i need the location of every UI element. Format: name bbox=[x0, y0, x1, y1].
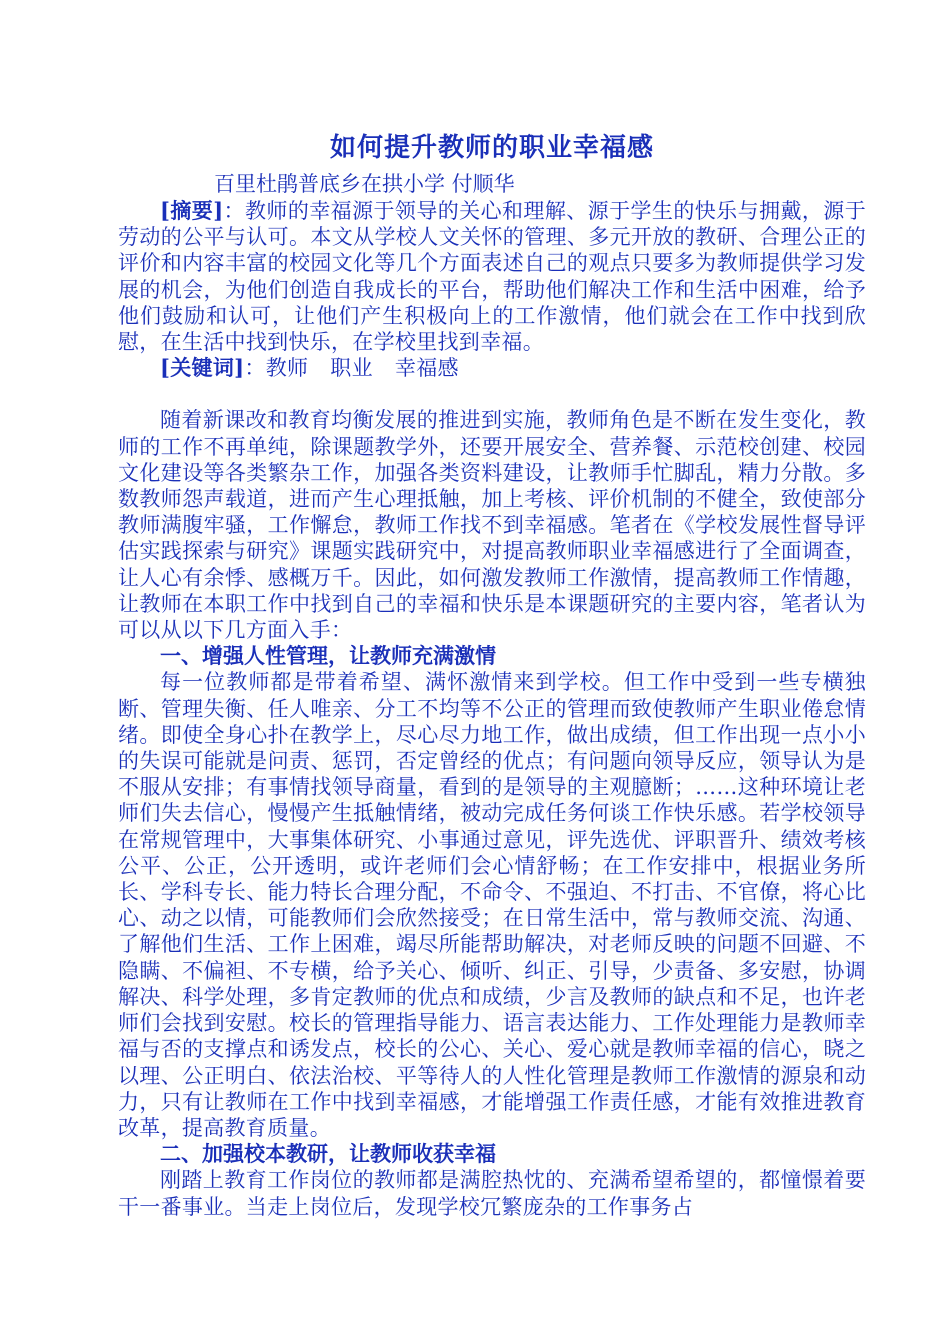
keyword-item: 职业 bbox=[330, 356, 373, 381]
document-title: 如何提升教师的职业幸福感 bbox=[329, 133, 654, 163]
abstract-label: [摘要] bbox=[160, 198, 224, 223]
author-line: 百里杜鹃普底乡在拱小学 付顺华 bbox=[214, 172, 515, 196]
keyword-item: 教师 bbox=[265, 356, 309, 381]
section-heading-1: 一、增强人性管理，让教师充满激情 bbox=[160, 643, 496, 669]
keywords-paragraph bbox=[118, 355, 866, 381]
keyword-item: 幸福感 bbox=[394, 356, 459, 381]
blank-line bbox=[118, 381, 866, 407]
abstract-text: ：教师的幸福源于领导的关心和理解、源于学生的快乐与拥戴，源于劳动的公平与认可。本文从学校人文关怀的管理、多元开放的教研、合理公正的评价和内容丰富的校园文化等几个方面表述自己的观点只要多为教师提供学习发展的机会，为他们创造自我成长的平台，帮助他们解决工作和生活中困难，给予他们鼓励和认可，让他们产生积极向上的工作激情，他们就会在工作中找到欣慰，在生活中找到快乐，在学校里找到幸福。 bbox=[118, 199, 866, 355]
section-paragraph-2: 刚踏上教育工作岗位的教师都是满腔热忱的、充满希望希望的，都憧憬着要干一番事业。当走上岗位后，发现学校冗繁庞杂的工作事务占 bbox=[118, 1168, 866, 1219]
intro-paragraph: 随着新课改和教育均衡发展的推进到实施，教师角色是不断在发生变化，教师的工作不再单纯，除课题教学外，还要开展安全、营养餐、示范校创建、校园文化建设等各类繁杂工作，加强各类资料建设，让教师手忙脚乱，精力分散。多数教师怨声载道，进而产生心理抵触，加上考核、评价机制的不健全，致使部分教师满腹牢骚，工作懈怠，教师工作找不到幸福感。笔者在《学校发展性督导评估实践探索与研究》课题实践研究中，对提高教师职业幸福感进行了全面调查，让人心有余悸、感概万千。因此，如何激发教师工作激情，提高教师工作情趣，让教师在本职工作中找到自己的幸福和快乐是本课题研究的主要内容，笔者认为可以从以下几方面入手： bbox=[118, 408, 866, 643]
keywords-separator: ： bbox=[244, 356, 266, 381]
section-heading-2: 二、加强校本教研，让教师收获幸福 bbox=[160, 1141, 496, 1167]
abstract-paragraph bbox=[118, 198, 866, 355]
section-paragraph-1: 每一位教师都是带着希望、满怀激情来到学校。但工作中受到一些专横独断、管理失衡、任人唯亲、分工不均等不公正的管理而致使教师产生职业倦怠情绪。即使全身心扑在教学上，尽心尽力地工作，做出成绩，但工作出现一点小小的失误可能就是问责、惩罚，否定曾经的优点；有问题向领导反应，领导认为是不服从安排；有事情找领导商量，看到的是领导的主观臆断；……这种环境让老师们失去信心，慢慢产生抵触情绪，被动完成任务何谈工作快乐感。若学校领导在常规管理中，大事集体研究、小事通过意见，评先选优、评职晋升、绩效考核公平、公正，公开透明，或许老师们会心情舒畅；在工作安排中，根据业务所长、学科专长、能力特长合理分配，不命令、不强迫、不打击、不官僚，将心比心、动之以情，可能教师们会欣然接受；在日常生活中，常与教师交流、沟通、了解他们生活、工作上困难，竭尽所能帮助解决，对老师反映的问题不回避、不隐瞒、不偏袒、不专横，给予关心、倾听、纠正、引导，少责备、多安慰，协调解决、科学处理，多肯定教师的优点和成绩，少言及教师的缺点和不足，也许老师们会找到安慰。校长的管理指导能力、语言表达能力、工作处理能力是教师幸福与否的支撑点和诱发点，校长的公心、关心、爱心就是教师幸福的信心，晓之以理、公正明白、依法治校、平等待人的人性化管理是教师工作激情的源泉和动力，只有让教师在工作中找到幸福感，才能增强工作责任感，才能有效推进教育改革，提高教育质量。 bbox=[118, 670, 866, 1140]
keywords-label: [关键词] bbox=[160, 355, 245, 381]
